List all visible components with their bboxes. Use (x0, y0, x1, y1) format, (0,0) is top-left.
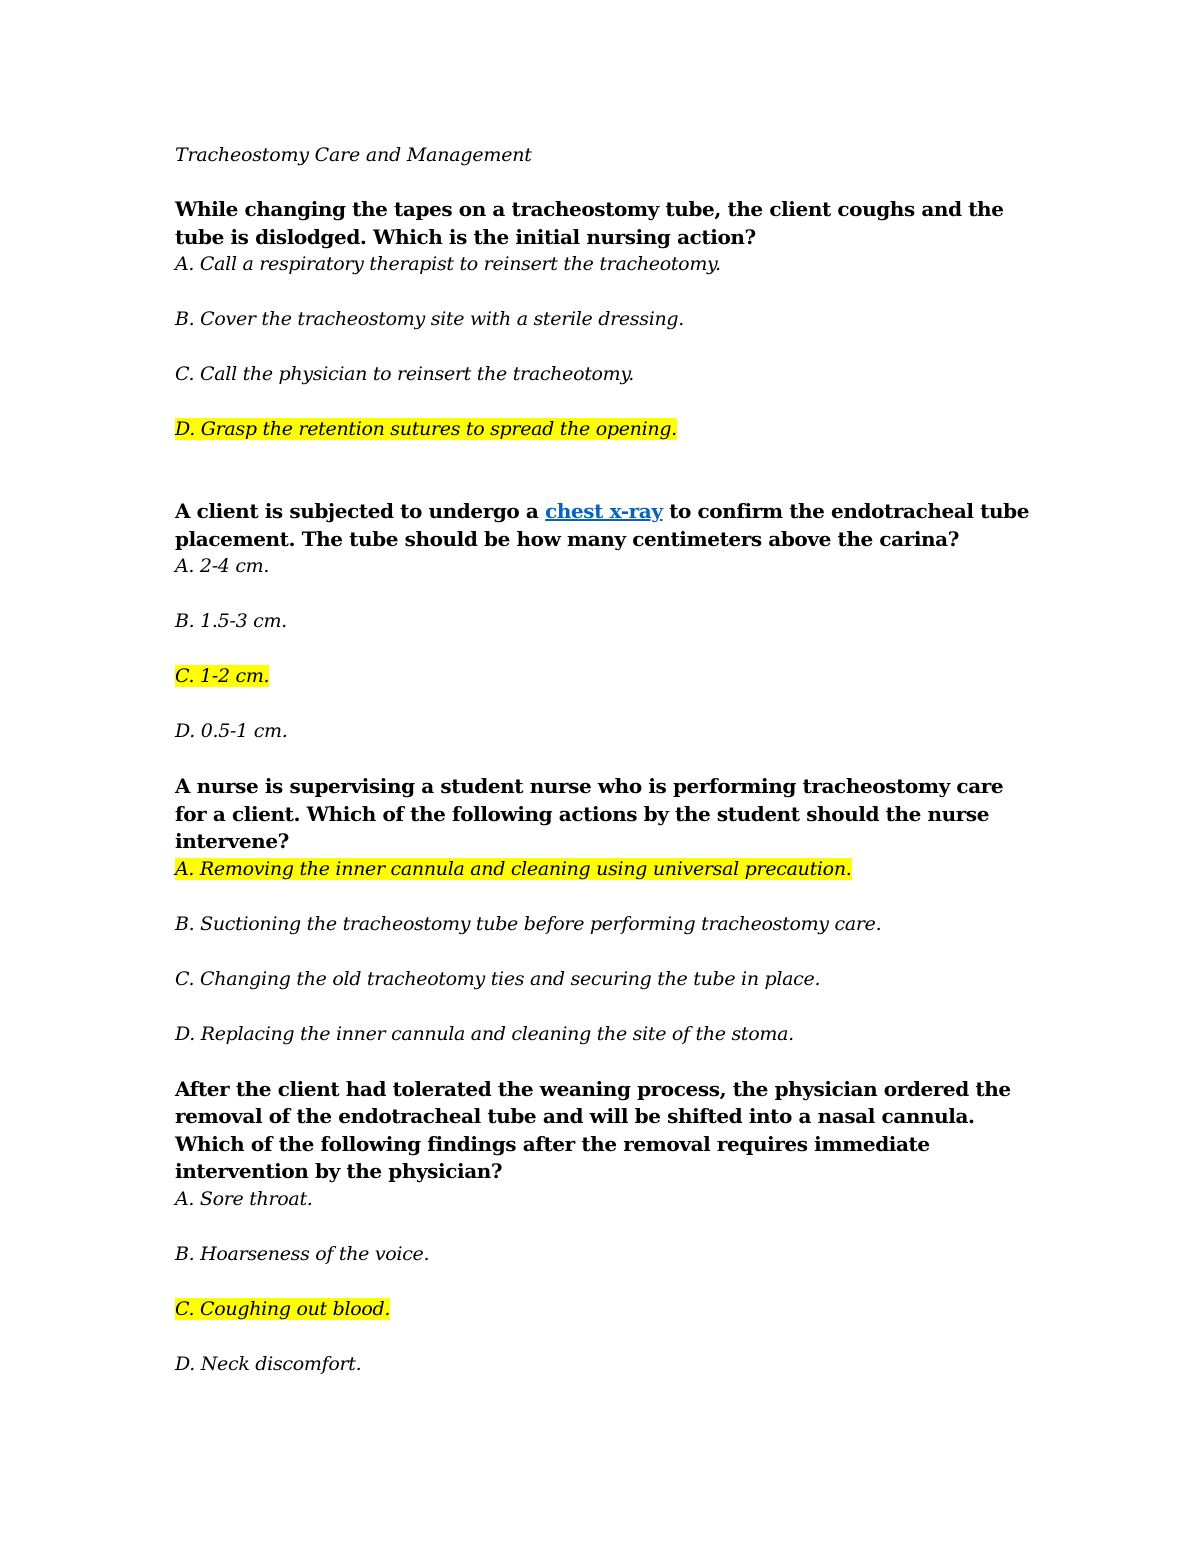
answer-option-b: B. Hoarseness of the voice. (175, 1242, 430, 1265)
answer-option-a: A. 2-4 cm. (175, 555, 270, 577)
document-body (175, 142, 1035, 1406)
answer-option-a-highlighted: A. Removing the inner cannula and cleaning using universal precaution. (175, 857, 852, 880)
document-title: Tracheostomy Care and Management (175, 144, 532, 166)
answer-option-c: C. Call the physician to reinsert the tracheotomy. (175, 363, 635, 385)
answer-option-d-highlighted: D. Grasp the retention sutures to spread the opening. (175, 418, 677, 440)
answer-option-b: B. Cover the tracheostomy site with a sterile dressing. (175, 308, 685, 330)
question-block-1 (175, 196, 1035, 444)
answer-option-a: A. Sore throat. (175, 1187, 313, 1210)
answer-option-b: B. Suctioning the tracheostomy tube before performing tracheostomy care. (175, 912, 882, 935)
question-block-2 (175, 498, 1035, 746)
answer-option-b: B. 1.5-3 cm. (175, 610, 287, 632)
answer-option-c-highlighted: C. 1-2 cm. (175, 665, 270, 687)
answer-option-d: D. Neck discomfort. (175, 1352, 362, 1375)
answer-option-d: D. Replacing the inner cannula and cleaning the site of the stoma. (175, 1022, 794, 1045)
question-block-4 (175, 1076, 1035, 1379)
question-block-3 (175, 773, 1035, 1048)
answer-option-a: A. Call a respiratory therapist to reinsert the tracheotomy. (175, 253, 721, 275)
answer-option-c-highlighted: C. Coughing out blood. (175, 1297, 391, 1320)
answer-option-d: D. 0.5-1 cm. (175, 720, 288, 742)
question-stem: A nurse is supervising a student nurse who is performing tracheostomy care for a client. Which of the following actions by the student should the nurse intervene? (175, 774, 1004, 853)
question-stem: After the client had tolerated the weaning process, the physician ordered the removal of the endotracheal tube and will be shifted into a nasal cannula. Which of the following findings after the removal requires immediate intervention by the physician? (175, 1076, 1011, 1183)
question-stem: While changing the tapes on a tracheostomy tube, the client coughs and the tube is dislodged. Which is the initial nursing action? (175, 197, 1004, 249)
question-stem: A client is subjected to undergo a chest x-ray to confirm the endotracheal tube placement. The tube should be how many centimeters above the carina? (175, 499, 1030, 551)
answer-option-c: C. Changing the old tracheotomy ties and securing the tube in place. (175, 967, 821, 990)
chest-xray-link[interactable]: chest x-ray (545, 499, 663, 523)
spacer (175, 471, 1035, 498)
